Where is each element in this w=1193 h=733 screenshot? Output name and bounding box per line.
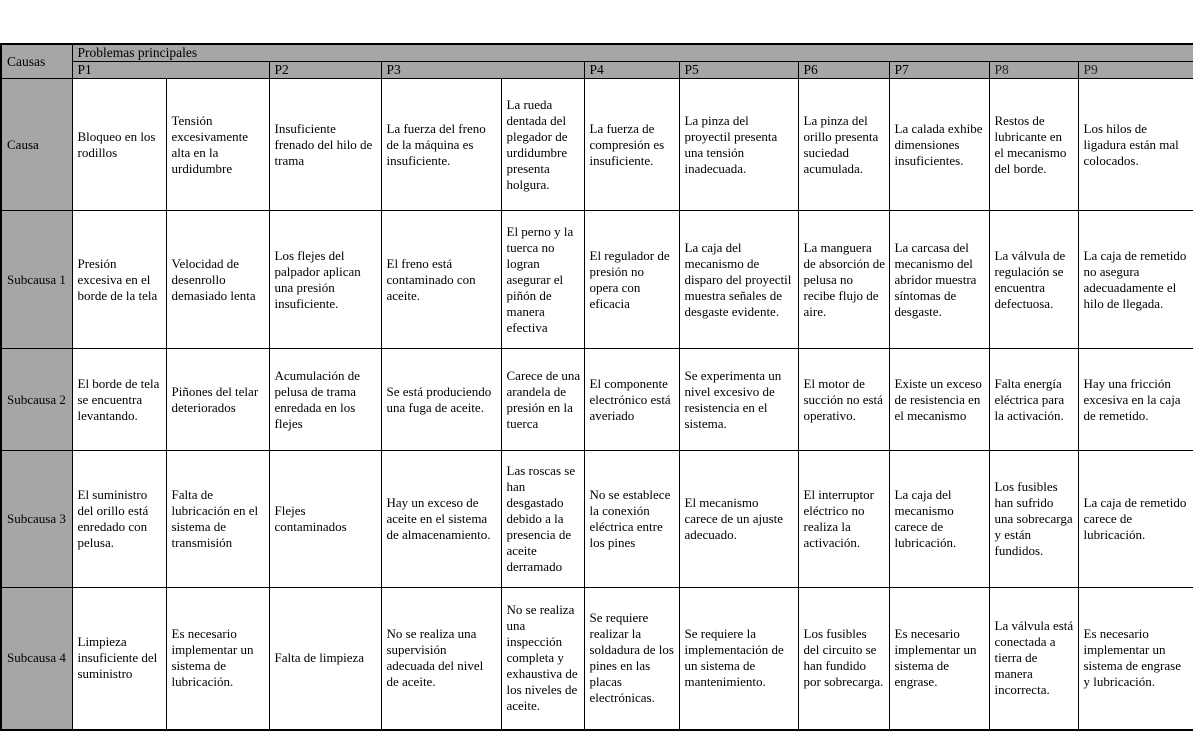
table-row-subcausa-1 xyxy=(1,211,1193,349)
table-cell: Los flejes del palpador aplican una presión insuficiente. xyxy=(269,211,381,349)
table-cell: La manguera de absorción de pelusa no recibe flujo de aire. xyxy=(798,211,889,349)
table-cell: Insuficiente frenado del hilo de trama xyxy=(269,79,381,211)
table-row-causa xyxy=(1,79,1193,211)
table-cell: El suministro del orillo está enredado con pelusa. xyxy=(72,451,166,588)
causes-problems-table xyxy=(0,43,1193,731)
table-cell: Se experimenta un nivel excesivo de resistencia en el sistema. xyxy=(679,349,798,451)
row-label-subcausa-4: Subcausa 4 xyxy=(1,588,72,730)
row-label-subcausa-3: Subcausa 3 xyxy=(1,451,72,588)
table-cell: El interruptor eléctrico no realiza la activación. xyxy=(798,451,889,588)
table-cell: Presión excesiva en el borde de la tela xyxy=(72,211,166,349)
table-cell: Las roscas se han desgastado debido a la presencia de aceite derramado xyxy=(501,451,584,588)
table-cell: La pinza del proyectil presenta una tensión inadecuada. xyxy=(679,79,798,211)
table-cell: El borde de tela se encuentra levantando. xyxy=(72,349,166,451)
group-header-problemas: Problemas principales xyxy=(72,44,1193,62)
table-cell: Los fusibles del circuito se han fundido por sobrecarga. xyxy=(798,588,889,730)
row-label-subcausa-2: Subcausa 2 xyxy=(1,349,72,451)
table-cell: La carcasa del mecanismo del abridor muestra síntomas de desgaste. xyxy=(889,211,989,349)
table-cell: Es necesario implementar un sistema de lubricación. xyxy=(166,588,269,730)
table-cell: La calada exhibe dimensiones insuficientes. xyxy=(889,79,989,211)
problem-header-p7: P7 xyxy=(889,62,989,79)
table-cell: No se establece la conexión eléctrica entre los pines xyxy=(584,451,679,588)
table-cell: El mecanismo carece de un ajuste adecuado. xyxy=(679,451,798,588)
table-cell: Carece de una arandela de presión en la tuerca xyxy=(501,349,584,451)
table-cell: El freno está contaminado con aceite. xyxy=(381,211,501,349)
table-cell: Tensión excesivamente alta en la urdidumbre xyxy=(166,79,269,211)
corner-header-causas: Causas xyxy=(1,44,72,79)
table-cell: Los fusibles han sufrido una sobrecarga y están fundidos. xyxy=(989,451,1078,588)
row-label-subcausa-1: Subcausa 1 xyxy=(1,211,72,349)
table-row-subcausa-2 xyxy=(1,349,1193,451)
table-cell: Bloqueo en los rodillos xyxy=(72,79,166,211)
table-cell: El regulador de presión no opera con eficacia xyxy=(584,211,679,349)
table-cell: La válvula de regulación se encuentra defectuosa. xyxy=(989,211,1078,349)
table-cell: Limpieza insuficiente del suministro xyxy=(72,588,166,730)
table-cell: Piñones del telar deteriorados xyxy=(166,349,269,451)
table-cell: La fuerza del freno de la máquina es insuficiente. xyxy=(381,79,501,211)
table-cell: La rueda dentada del plegador de urdidumbre presenta holgura. xyxy=(501,79,584,211)
problem-header-p6: P6 xyxy=(798,62,889,79)
problem-header-p4: P4 xyxy=(584,62,679,79)
table-cell: Se requiere la implementación de un sistema de mantenimiento. xyxy=(679,588,798,730)
table-cell: Se está produciendo una fuga de aceite. xyxy=(381,349,501,451)
row-label-causa: Causa xyxy=(1,79,72,211)
problem-header-p5: P5 xyxy=(679,62,798,79)
table-cell: Hay un exceso de aceite en el sistema de almacenamiento. xyxy=(381,451,501,588)
problem-header-p3: P3 xyxy=(381,62,584,79)
table-cell: Es necesario implementar un sistema de engrase y lubricación. xyxy=(1078,588,1193,730)
table-cell: Falta de limpieza xyxy=(269,588,381,730)
problem-header-p9: P9 xyxy=(1078,62,1193,79)
table-cell: La caja de remetido no asegura adecuadamente el hilo de llegada. xyxy=(1078,211,1193,349)
table-cell: Falta de lubricación en el sistema de transmisión xyxy=(166,451,269,588)
table-cell: Es necesario implementar un sistema de engrase. xyxy=(889,588,989,730)
table-cell: No se realiza una inspección completa y exhaustiva de los niveles de aceite. xyxy=(501,588,584,730)
table-row-subcausa-3 xyxy=(1,451,1193,588)
top-margin xyxy=(0,0,1193,43)
table-cell: Flejes contaminados xyxy=(269,451,381,588)
table-cell: La caja de remetido carece de lubricación. xyxy=(1078,451,1193,588)
table-cell: La pinza del orillo presenta suciedad acumulada. xyxy=(798,79,889,211)
table-cell: La caja del mecanismo de disparo del proyectil muestra señales de desgaste evidente. xyxy=(679,211,798,349)
table-cell: Acumulación de pelusa de trama enredada en los flejes xyxy=(269,349,381,451)
table-cell: Falta energía eléctrica para la activación. xyxy=(989,349,1078,451)
problem-header-p8: P8 xyxy=(989,62,1078,79)
table-cell: El componente electrónico está averiado xyxy=(584,349,679,451)
table-cell: Restos de lubricante en el mecanismo del borde. xyxy=(989,79,1078,211)
table-cell: La fuerza de compresión es insuficiente. xyxy=(584,79,679,211)
table-cell: La caja del mecanismo carece de lubricación. xyxy=(889,451,989,588)
table-cell: Se requiere realizar la soldadura de los pines en las placas electrónicas. xyxy=(584,588,679,730)
table-cell: Hay una fricción excesiva en la caja de remetido. xyxy=(1078,349,1193,451)
table-cell: El motor de succión no está operativo. xyxy=(798,349,889,451)
table-cell: El perno y la tuerca no logran asegurar el piñón de manera efectiva xyxy=(501,211,584,349)
table-cell: Los hilos de ligadura están mal colocados. xyxy=(1078,79,1193,211)
table-cell: Velocidad de desenrollo demasiado lenta xyxy=(166,211,269,349)
table-cell: Existe un exceso de resistencia en el mecanismo xyxy=(889,349,989,451)
problem-header-p2: P2 xyxy=(269,62,381,79)
table-cell: No se realiza una supervisión adecuada del nivel de aceite. xyxy=(381,588,501,730)
problem-header-p1: P1 xyxy=(72,62,269,79)
table-cell: La válvula está conectada a tierra de manera incorrecta. xyxy=(989,588,1078,730)
table-row-subcausa-4 xyxy=(1,588,1193,730)
